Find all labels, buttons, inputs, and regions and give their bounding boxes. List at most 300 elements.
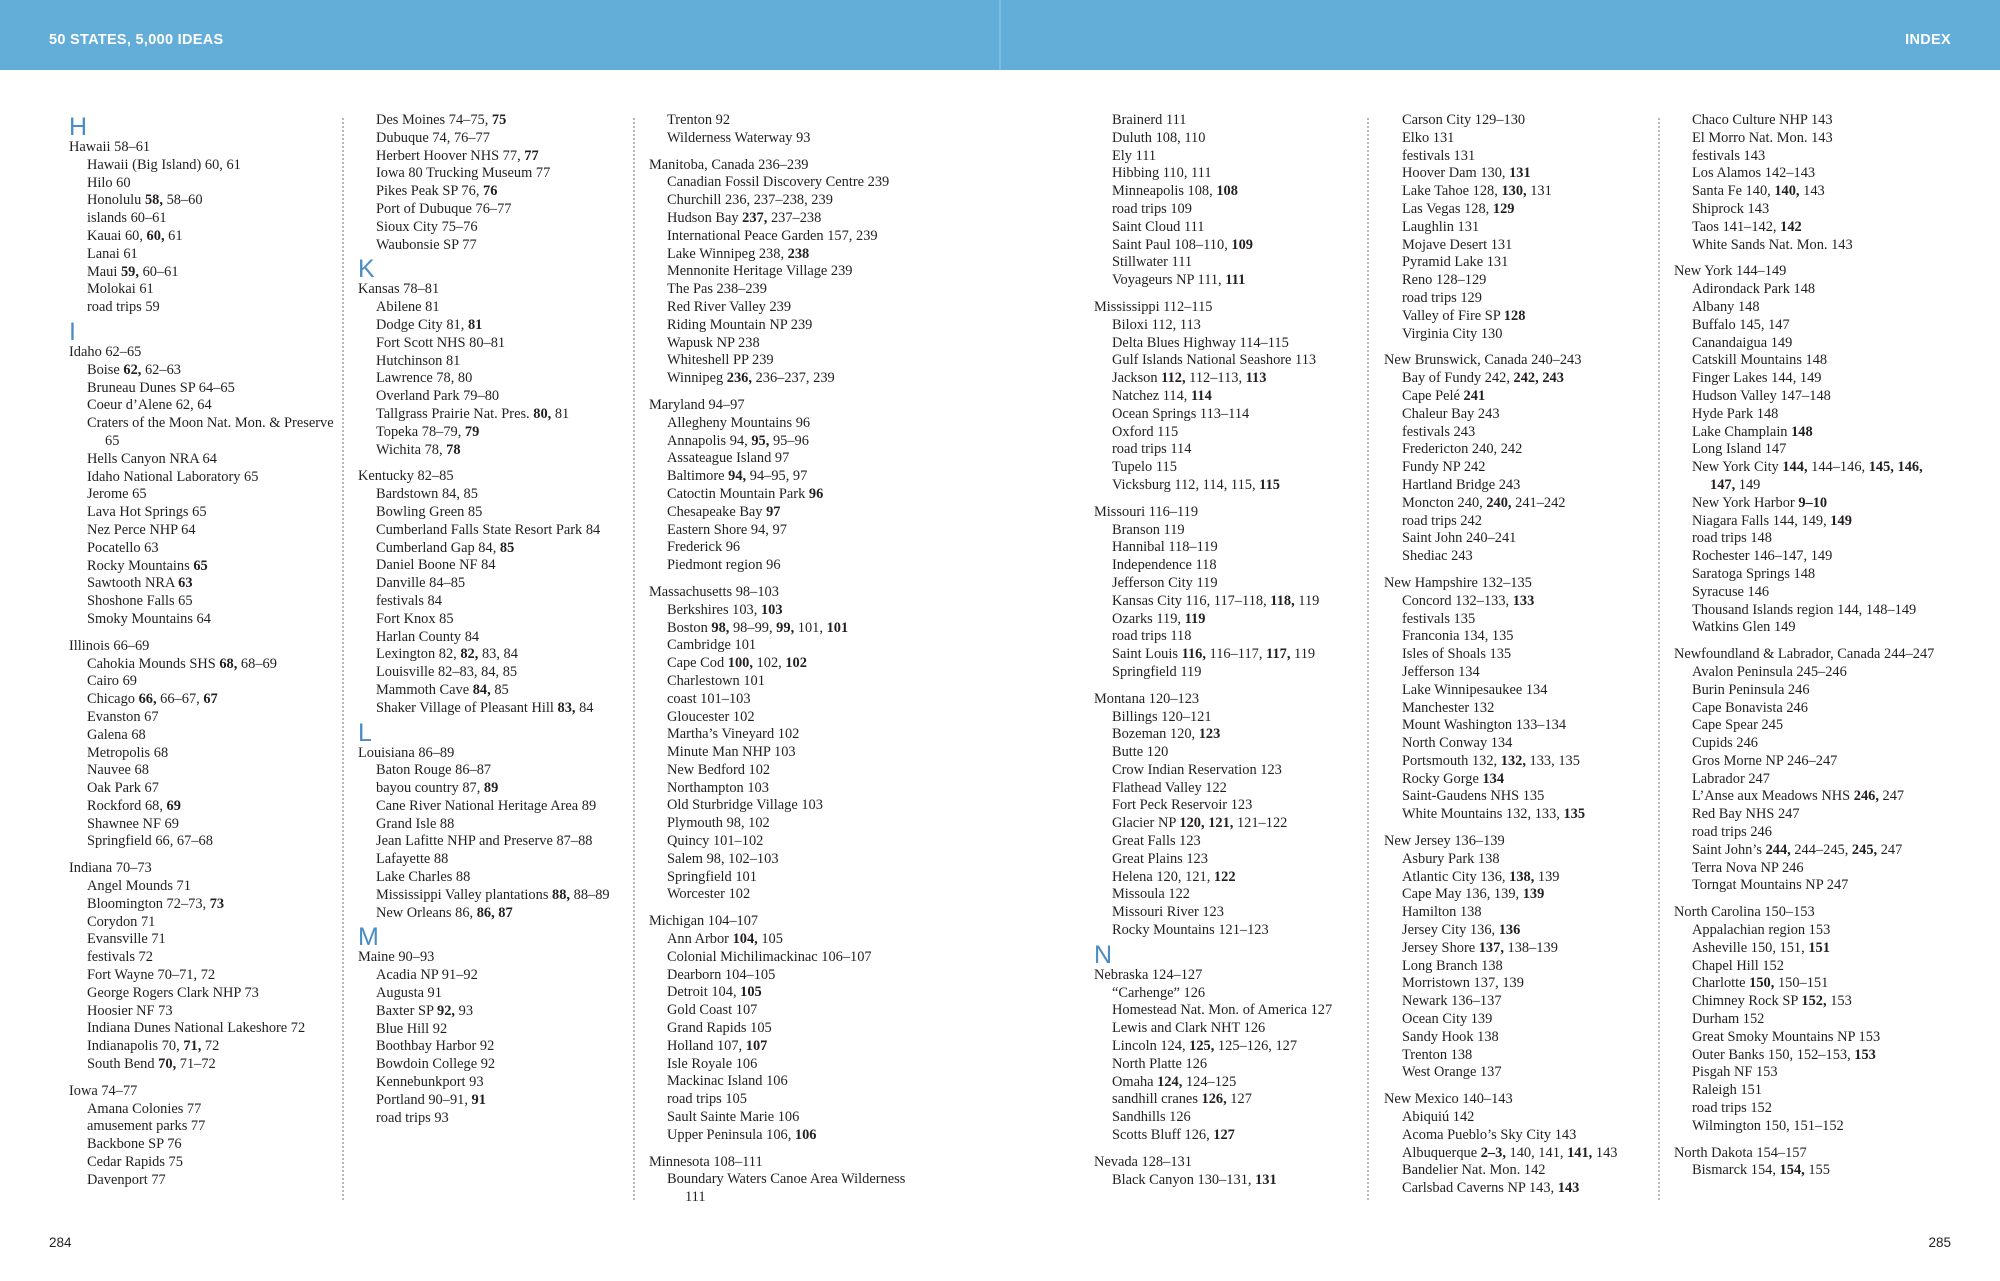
index-subentry: Canadian Fossil Discovery Centre 239 — [667, 174, 890, 191]
index-subentry: road trips 109 — [1112, 200, 1192, 217]
index-subentry: Blue Hill 92 — [376, 1020, 448, 1037]
index-subentry: Red River Valley 239 — [667, 298, 792, 315]
index-entry: Maryland 94–97 — [649, 396, 745, 413]
index-subentry: Bandelier Nat. Mon. 142 — [1402, 1162, 1546, 1179]
index-subentry: New Bedford 102 — [667, 761, 771, 778]
index-subentry: New Orleans 86, 86, 87 — [376, 904, 513, 921]
index-entry: New Jersey 136–139 — [1384, 833, 1505, 850]
index-subentry: Hudson Valley 147–148 — [1692, 387, 1831, 404]
index-entry: Indiana 70–73 — [69, 860, 152, 877]
index-subentry: Frederick 96 — [667, 539, 741, 556]
index-subentry: Eastern Shore 94, 97 — [667, 521, 787, 538]
index-entry: Minnesota 108–111 — [649, 1153, 763, 1170]
index-subentry: Cape May 136, 139, 139 — [1402, 886, 1545, 903]
index-subentry: Chaco Culture NHP 143 — [1692, 112, 1833, 128]
index-entry: Massachusetts 98–103 — [649, 583, 779, 600]
index-subentry: Lanai 61 — [87, 245, 138, 262]
running-head-left: 50 STATES, 5,000 IDEAS — [49, 32, 224, 48]
index-subentry: Mackinac Island 106 — [667, 1073, 788, 1090]
page-number-right: 285 — [1928, 1235, 1951, 1250]
index-subentry: Port of Dubuque 76–77 — [376, 200, 512, 217]
index-entry: Iowa 74–77 — [69, 1082, 138, 1099]
index-subentry: Pikes Peak SP 76, 76 — [376, 183, 498, 200]
index-subentry: El Morro Nat. Mon. 143 — [1692, 129, 1833, 146]
index-entry: Idaho 62–65 — [69, 343, 142, 360]
index-letter-heading: I — [69, 317, 76, 346]
index-entry: Newfoundland & Labrador, Canada 244–247 — [1674, 646, 1935, 663]
index-subentry: Independence 118 — [1112, 557, 1217, 574]
index-subentry: Kansas City 116, 117–118, 118, 119 — [1112, 592, 1320, 609]
index-subentry: Hibbing 110, 111 — [1112, 165, 1212, 182]
index-subentry: Ely 111 — [1112, 147, 1157, 164]
index-subentry: Thousand Islands region 144, 148–149 — [1692, 601, 1917, 618]
index-subentry: Santa Fe 140, 140, 143 — [1692, 183, 1825, 200]
index-subentry: Gulf Islands National Seashore 113 — [1112, 352, 1317, 369]
index-subentry: Jefferson City 119 — [1112, 574, 1218, 591]
index-subentry: Mississippi Valley plantations 88, 88–89 — [376, 886, 610, 903]
index-subentry: Natchez 114, 114 — [1112, 387, 1212, 404]
index-subentry: Carson City 129–130 — [1402, 112, 1526, 128]
index-subentry: White Mountains 132, 133, 135 — [1402, 806, 1586, 823]
index-subentry: coast 101–103 — [667, 690, 751, 707]
index-subentry: Reno 128–129 — [1402, 272, 1487, 289]
index-subentry: Boise 62, 62–63 — [87, 361, 181, 378]
index-subentry: Crow Indian Reservation 123 — [1112, 761, 1282, 778]
index-subentry: Hells Canyon NRA 64 — [87, 450, 217, 467]
index-subentry: Mount Washington 133–134 — [1402, 717, 1567, 734]
index-subentry: Riding Mountain NP 239 — [667, 316, 813, 333]
index-subentry: Hoover Dam 130, 131 — [1402, 165, 1531, 182]
index-subentry: Shediac 243 — [1402, 548, 1473, 565]
index-subentry: Syracuse 146 — [1692, 583, 1770, 600]
index-subentry: Bruneau Dunes SP 64–65 — [87, 379, 235, 396]
index-subentry: amusement parks 77 — [87, 1118, 206, 1135]
index-subentry: Mammoth Cave 84, 85 — [376, 681, 509, 698]
index-subentry: road trips 246 — [1692, 824, 1772, 841]
index-subentry: Saint-Gaudens NHS 135 — [1402, 788, 1545, 805]
index-subentry: Pocatello 63 — [87, 539, 159, 556]
index-subentry: Colonial Michilimackinac 106–107 — [667, 948, 872, 965]
index-subentry: Lava Hot Springs 65 — [87, 504, 207, 521]
index-subentry: Acoma Pueblo’s Sky City 143 — [1402, 1126, 1577, 1143]
index-subentry: festivals 243 — [1402, 423, 1476, 440]
index-subentry: The Pas 238–239 — [667, 281, 767, 298]
index-subentry: Baxter SP 92, 93 — [376, 1002, 474, 1019]
index-entry: Kentucky 82–85 — [358, 468, 454, 485]
index-subentry: Atlantic City 136, 138, 139 — [1402, 868, 1560, 885]
index-subentry: Valley of Fire SP 128 — [1402, 307, 1526, 324]
index-subentry: Holland 107, 107 — [667, 1037, 768, 1054]
index-subentry: Niagara Falls 144, 149, 149 — [1692, 512, 1852, 529]
index-subentry: road trips 93 — [376, 1109, 449, 1126]
index-subentry: Sawtooth NRA 63 — [87, 575, 193, 592]
index-subentry: road trips 105 — [667, 1091, 747, 1108]
index-subentry: Northampton 103 — [667, 779, 769, 796]
index-subentry: Shiprock 143 — [1692, 200, 1770, 217]
index-subentry: Dodge City 81, 81 — [376, 316, 483, 333]
index-entry: Manitoba, Canada 236–239 — [649, 156, 809, 173]
index-subentry: Trenton 138 — [1402, 1046, 1473, 1063]
index-subentry: road trips 59 — [87, 299, 160, 316]
index-subentry: Worcester 102 — [667, 886, 751, 903]
index-subentry: Adirondack Park 148 — [1692, 281, 1816, 298]
index-subentry: Waubonsie SP 77 — [376, 236, 477, 253]
index-subentry: Torngat Mountains NP 247 — [1692, 877, 1849, 894]
index-subentry: Boundary Waters Canoe Area Wilderness 111 — [667, 1171, 906, 1206]
index-subentry: Boothbay Harbor 92 — [376, 1038, 495, 1055]
index-subentry: Iowa 80 Trucking Museum 77 — [376, 165, 551, 182]
index-subentry: Great Falls 123 — [1112, 833, 1201, 850]
index-subentry: Detroit 104, 105 — [667, 984, 762, 1001]
index-subentry: North Platte 126 — [1112, 1055, 1208, 1072]
index-subentry: Billings 120–121 — [1112, 708, 1212, 725]
index-subentry: Cape Cod 100, 102, 102 — [667, 655, 807, 672]
index-subentry: Missouri River 123 — [1112, 904, 1224, 921]
page-header — [0, 0, 2000, 70]
index-subentry: Hudson Bay 237, 237–238 — [667, 209, 822, 226]
index-subentry: Churchill 236, 237–238, 239 — [667, 192, 833, 209]
index-subentry: Saint John’s 244, 244–245, 245, 247 — [1692, 841, 1903, 858]
index-subentry: Cahokia Mounds SHS 68, 68–69 — [87, 655, 277, 672]
index-subentry: Daniel Boone NF 84 — [376, 557, 496, 574]
index-subentry: Bardstown 84, 85 — [376, 486, 478, 503]
index-subentry: bayou country 87, 89 — [376, 780, 499, 797]
page-number-left: 284 — [49, 1235, 72, 1250]
index-subentry: Jerome 65 — [87, 486, 147, 503]
index-subentry: Raleigh 151 — [1692, 1082, 1762, 1099]
index-subentry: Jefferson 134 — [1402, 663, 1480, 680]
index-entry: Mississippi 112–115 — [1094, 298, 1213, 315]
index-subentry: Finger Lakes 144, 149 — [1692, 370, 1822, 387]
index-subentry: Canandaigua 149 — [1692, 334, 1793, 351]
index-subentry: Virginia City 130 — [1402, 325, 1503, 342]
index-subentry: Trenton 92 — [667, 112, 731, 128]
index-subentry: Jean Lafitte NHP and Preserve 87–88 — [376, 833, 593, 850]
index-subentry: Chapel Hill 152 — [1692, 957, 1784, 974]
index-subentry: road trips 129 — [1402, 289, 1482, 306]
index-subentry: sandhill cranes 126, 127 — [1112, 1091, 1252, 1108]
index-subentry: Fundy NP 242 — [1402, 459, 1486, 476]
index-subentry: Ocean City 139 — [1402, 1011, 1493, 1028]
index-subentry: Cairo 69 — [87, 673, 137, 690]
index-subentry: Lake Winnipesaukee 134 — [1402, 681, 1548, 698]
index-column-3 — [649, 112, 919, 1207]
index-subentry: Davenport 77 — [87, 1171, 166, 1188]
index-subentry: Cape Pelé 241 — [1402, 387, 1486, 404]
index-subentry: Galena 68 — [87, 726, 146, 743]
index-subentry: Omaha 124, 124–125 — [1112, 1073, 1237, 1090]
index-column-1 — [69, 112, 339, 1190]
index-subentry: White Sands Nat. Mon. 143 — [1692, 236, 1853, 253]
index-subentry: Lexington 82, 82, 83, 84 — [376, 646, 518, 663]
index-subentry: Pisgah NF 153 — [1692, 1064, 1778, 1081]
index-entry: New Hampshire 132–135 — [1384, 574, 1532, 591]
index-subentry: Biloxi 112, 113 — [1112, 316, 1201, 333]
index-subentry: Corydon 71 — [87, 913, 156, 930]
column-divider — [342, 118, 344, 1200]
index-entry: Maine 90–93 — [358, 949, 435, 966]
index-subentry: Danville 84–85 — [376, 575, 466, 592]
index-subentry: Bozeman 120, 123 — [1112, 726, 1221, 743]
index-subentry: Jersey Shore 137, 138–139 — [1402, 939, 1558, 956]
index-subentry: Buffalo 145, 147 — [1692, 316, 1790, 333]
index-column-4 — [1094, 112, 1364, 1189]
index-subentry: Lake Winnipeg 238, 238 — [667, 245, 810, 262]
index-subentry: Labrador 247 — [1692, 770, 1770, 787]
index-subentry: road trips 114 — [1112, 441, 1192, 458]
index-subentry: festivals 84 — [376, 592, 442, 609]
index-subentry: Missoula 122 — [1112, 886, 1190, 903]
index-subentry: Wapusk NP 238 — [667, 334, 760, 351]
index-entry: North Carolina 150–153 — [1674, 904, 1815, 921]
index-subentry: Dubuque 74, 76–77 — [376, 129, 490, 146]
column-divider — [1658, 118, 1660, 1200]
index-subentry: South Bend 70, 71–72 — [87, 1056, 216, 1073]
index-subentry: Backbone SP 76 — [87, 1136, 182, 1153]
index-subentry: Brainerd 111 — [1112, 112, 1187, 128]
index-subentry: Springfield 66, 67–68 — [87, 833, 213, 850]
index-subentry: Cupids 246 — [1692, 735, 1758, 752]
index-subentry: Lincoln 124, 125, 125–126, 127 — [1112, 1038, 1298, 1055]
index-subentry: Manchester 132 — [1402, 699, 1495, 716]
index-subentry: Tallgrass Prairie Nat. Pres. 80, 81 — [376, 405, 570, 422]
index-subentry: Gloucester 102 — [667, 708, 755, 725]
index-subentry: Plymouth 98, 102 — [667, 815, 770, 832]
index-subentry: Winnipeg 236, 236–237, 239 — [667, 370, 835, 387]
index-subentry: Annapolis 94, 95, 95–96 — [667, 432, 809, 449]
index-subentry: Augusta 91 — [376, 985, 442, 1002]
index-entry: Louisiana 86–89 — [358, 744, 455, 761]
index-subentry: Rocky Gorge 134 — [1402, 770, 1505, 787]
index-subentry: Glacier NP 120, 121, 121–122 — [1112, 815, 1288, 832]
index-subentry: Baltimore 94, 94–95, 97 — [667, 468, 808, 485]
index-subentry: festivals 143 — [1692, 147, 1766, 164]
index-subentry: Carlsbad Caverns NP 143, 143 — [1402, 1180, 1580, 1197]
index-subentry: International Peace Garden 157, 239 — [667, 227, 878, 244]
index-subentry: Indianapolis 70, 71, 72 — [87, 1038, 220, 1055]
index-subentry: Rockford 68, 69 — [87, 797, 181, 814]
index-subentry: festivals 135 — [1402, 610, 1476, 627]
index-subentry: Baton Rouge 86–87 — [376, 762, 492, 779]
index-subentry: Watkins Glen 149 — [1692, 619, 1796, 636]
index-subentry: Moncton 240, 240, 241–242 — [1402, 494, 1566, 511]
index-subentry: Abiquiú 142 — [1402, 1109, 1475, 1126]
index-subentry: Branson 119 — [1112, 521, 1185, 538]
index-subentry: Saint Louis 116, 116–117, 117, 119 — [1112, 646, 1316, 663]
index-subentry: Acadia NP 91–92 — [376, 967, 478, 984]
index-entry: New York 144–149 — [1674, 263, 1787, 280]
index-subentry: Salem 98, 102–103 — [667, 850, 779, 867]
index-subentry: Butte 120 — [1112, 744, 1169, 761]
index-subentry: Outer Banks 150, 152–153, 153 — [1692, 1046, 1876, 1063]
index-letter-heading: K — [358, 255, 375, 284]
index-subentry: Shawnee NF 69 — [87, 815, 179, 832]
index-subentry: Nez Perce NHP 64 — [87, 521, 196, 538]
index-subentry: Portland 90–91, 91 — [376, 1091, 486, 1108]
index-subentry: Bay of Fundy 242, 242, 243 — [1402, 370, 1564, 387]
index-subentry: Harlan County 84 — [376, 628, 480, 645]
index-subentry: Jersey City 136, 136 — [1402, 922, 1521, 939]
index-subentry: Herbert Hoover NHS 77, 77 — [376, 147, 539, 164]
index-subentry: Maui 59, 60–61 — [87, 263, 179, 280]
index-subentry: North Conway 134 — [1402, 735, 1513, 752]
index-subentry: Cane River National Heritage Area 89 — [376, 797, 597, 814]
index-subentry: Asbury Park 138 — [1402, 850, 1500, 867]
index-subentry: Bowdoin College 92 — [376, 1056, 496, 1073]
running-head-right: INDEX — [1905, 32, 1951, 48]
index-subentry: Wilderness Waterway 93 — [667, 129, 811, 146]
index-subentry: Chicago 66, 66–67, 67 — [87, 691, 218, 708]
index-subentry: Louisville 82–83, 84, 85 — [376, 664, 518, 681]
index-subentry: festivals 72 — [87, 949, 153, 966]
index-subentry: Oxford 115 — [1112, 423, 1179, 440]
index-subentry: Albuquerque 2–3, 140, 141, 141, 143 — [1402, 1144, 1618, 1161]
index-subentry: Long Branch 138 — [1402, 957, 1503, 974]
index-subentry: Idaho National Laboratory 65 — [87, 468, 259, 485]
index-subentry: Lake Tahoe 128, 130, 131 — [1402, 183, 1552, 200]
index-subentry: Charlestown 101 — [667, 672, 765, 689]
index-subentry: Sault Sainte Marie 106 — [667, 1109, 800, 1126]
index-subentry: Shaker Village of Pleasant Hill 83, 84 — [376, 699, 594, 716]
index-entry: New Mexico 140–143 — [1384, 1091, 1513, 1108]
index-subentry: Lake Charles 88 — [376, 869, 471, 886]
index-subentry: Cumberland Gap 84, 85 — [376, 539, 515, 556]
index-subentry: Duluth 108, 110 — [1112, 129, 1206, 146]
index-subentry: Saratoga Springs 148 — [1692, 565, 1816, 582]
index-subentry: Evanston 67 — [87, 708, 159, 725]
index-subentry: Durham 152 — [1692, 1011, 1765, 1028]
index-subentry: Terra Nova NP 246 — [1692, 859, 1804, 876]
index-subentry: Bismarck 154, 154, 155 — [1692, 1162, 1830, 1179]
index-entry: Missouri 116–119 — [1094, 503, 1199, 520]
index-subentry: Bowling Green 85 — [376, 503, 483, 520]
index-subentry: road trips 148 — [1692, 530, 1772, 547]
index-entry: Nebraska 124–127 — [1094, 966, 1203, 983]
index-subentry: festivals 131 — [1402, 147, 1476, 164]
index-subentry: Hoosier NF 73 — [87, 1002, 173, 1019]
index-subentry: Scotts Bluff 126, 127 — [1112, 1127, 1235, 1144]
index-subentry: Martha’s Vineyard 102 — [667, 726, 800, 743]
index-subentry: Vicksburg 112, 114, 115, 115 — [1112, 476, 1280, 493]
index-subentry: Asheville 150, 151, 151 — [1692, 939, 1830, 956]
index-subentry: Tupelo 115 — [1112, 459, 1177, 476]
index-subentry: Hannibal 118–119 — [1112, 539, 1218, 556]
index-subentry: road trips 242 — [1402, 512, 1482, 529]
index-subentry: Cumberland Falls State Resort Park 84 — [376, 521, 601, 538]
index-subentry: Sandy Hook 138 — [1402, 1028, 1499, 1045]
index-subentry: Lewis and Clark NHT 126 — [1112, 1020, 1266, 1037]
index-subentry: Springfield 101 — [667, 868, 757, 885]
index-subentry: Sioux City 75–76 — [376, 218, 478, 235]
index-subentry: Fort Wayne 70–71, 72 — [87, 967, 216, 984]
index-subentry: Las Vegas 128, 129 — [1402, 200, 1515, 217]
index-subentry: Pyramid Lake 131 — [1402, 254, 1509, 271]
column-divider — [633, 118, 635, 1200]
index-subentry: Charlotte 150, 150–151 — [1692, 975, 1829, 992]
index-column-6 — [1674, 112, 1944, 1180]
index-subentry: Allegheny Mountains 96 — [667, 414, 811, 431]
index-subentry: Coeur d’Alene 62, 64 — [87, 397, 212, 414]
index-subentry: Saint John 240–241 — [1402, 530, 1517, 547]
index-subentry: Ocean Springs 113–114 — [1112, 405, 1250, 422]
index-subentry: Fredericton 240, 242 — [1402, 441, 1523, 458]
index-subentry: Oak Park 67 — [87, 780, 159, 797]
index-subentry: Rochester 146–147, 149 — [1692, 548, 1833, 565]
index-subentry: Sandhills 126 — [1112, 1109, 1191, 1126]
index-subentry: Angel Mounds 71 — [87, 878, 191, 895]
index-subentry: Fort Scott NHS 80–81 — [376, 334, 506, 351]
index-subentry: Red Bay NHS 247 — [1692, 806, 1800, 823]
index-subentry: Kauai 60, 60, 61 — [87, 227, 183, 244]
index-subentry: Saint Paul 108–110, 109 — [1112, 236, 1253, 253]
index-subentry: Franconia 134, 135 — [1402, 628, 1514, 645]
index-subentry: Isle Royale 106 — [667, 1055, 758, 1072]
index-subentry: road trips 152 — [1692, 1100, 1772, 1117]
index-subentry: Fort Peck Reservoir 123 — [1112, 797, 1253, 814]
index-subentry: New York City 144, 144–146, 145, 146, 147, 149 — [1692, 459, 1923, 493]
index-subentry: Chimney Rock SP 152, 153 — [1692, 993, 1852, 1010]
index-subentry: Amana Colonies 77 — [87, 1100, 202, 1117]
index-subentry: Voyageurs NP 111, 111 — [1112, 272, 1246, 289]
index-subentry: Lake Champlain 148 — [1692, 423, 1813, 440]
index-subentry: Whiteshell PP 239 — [667, 352, 774, 369]
index-subentry: Berkshires 103, 103 — [667, 601, 783, 618]
index-subentry: Hyde Park 148 — [1692, 405, 1779, 422]
index-subentry: Catoctin Mountain Park 96 — [667, 485, 824, 502]
index-subentry: Laughlin 131 — [1402, 218, 1480, 235]
index-subentry: Hilo 60 — [87, 174, 131, 191]
index-subentry: Ozarks 119, 119 — [1112, 610, 1206, 627]
index-subentry: Portsmouth 132, 132, 133, 135 — [1402, 752, 1580, 769]
index-subentry: Gold Coast 107 — [667, 1002, 758, 1019]
index-subentry: Wichita 78, 78 — [376, 441, 461, 458]
index-subentry: Molokai 61 — [87, 281, 154, 298]
index-subentry: Old Sturbridge Village 103 — [667, 797, 823, 814]
index-subentry: Isles of Shoals 135 — [1402, 646, 1512, 663]
index-subentry: Albany 148 — [1692, 298, 1760, 315]
index-subentry: Fort Knox 85 — [376, 610, 454, 627]
index-subentry: Catskill Mountains 148 — [1692, 352, 1828, 369]
page-gutter — [999, 0, 1001, 70]
index-subentry: Wilmington 150, 151–152 — [1692, 1117, 1844, 1134]
index-subentry: Shoshone Falls 65 — [87, 593, 193, 610]
index-subentry: Dearborn 104–105 — [667, 966, 776, 983]
index-subentry: L’Anse aux Meadows NHS 246, 247 — [1692, 788, 1905, 805]
index-subentry: Long Island 147 — [1692, 441, 1787, 458]
index-subentry: Gros Morne NP 246–247 — [1692, 752, 1838, 769]
index-subentry: Mennonite Heritage Village 239 — [667, 263, 853, 280]
index-subentry: Appalachian region 153 — [1692, 922, 1831, 939]
index-subentry: Springfield 119 — [1112, 663, 1202, 680]
index-subentry: Morristown 137, 139 — [1402, 975, 1524, 992]
index-subentry: Minute Man NHP 103 — [667, 744, 796, 761]
index-subentry: Cedar Rapids 75 — [87, 1154, 183, 1171]
index-subentry: Upper Peninsula 106, 106 — [667, 1126, 817, 1143]
index-subentry: Quincy 101–102 — [667, 833, 764, 850]
index-subentry: New York Harbor 9–10 — [1692, 494, 1828, 511]
index-subentry: Indiana Dunes National Lakeshore 72 — [87, 1020, 306, 1037]
index-entry: Nevada 128–131 — [1094, 1153, 1192, 1170]
index-subentry: Smoky Mountains 64 — [87, 610, 211, 627]
index-subentry: Chesapeake Bay 97 — [667, 503, 781, 520]
index-subentry: “Carhenge” 126 — [1112, 984, 1206, 1001]
index-subentry: Bloomington 72–73, 73 — [87, 895, 225, 912]
index-subentry: Hutchinson 81 — [376, 352, 461, 369]
index-subentry: Cambridge 101 — [667, 637, 757, 654]
index-subentry: Ann Arbor 104, 105 — [667, 931, 783, 948]
index-subentry: George Rogers Clark NHP 73 — [87, 984, 259, 1001]
index-subentry: Cape Spear 245 — [1692, 717, 1784, 734]
